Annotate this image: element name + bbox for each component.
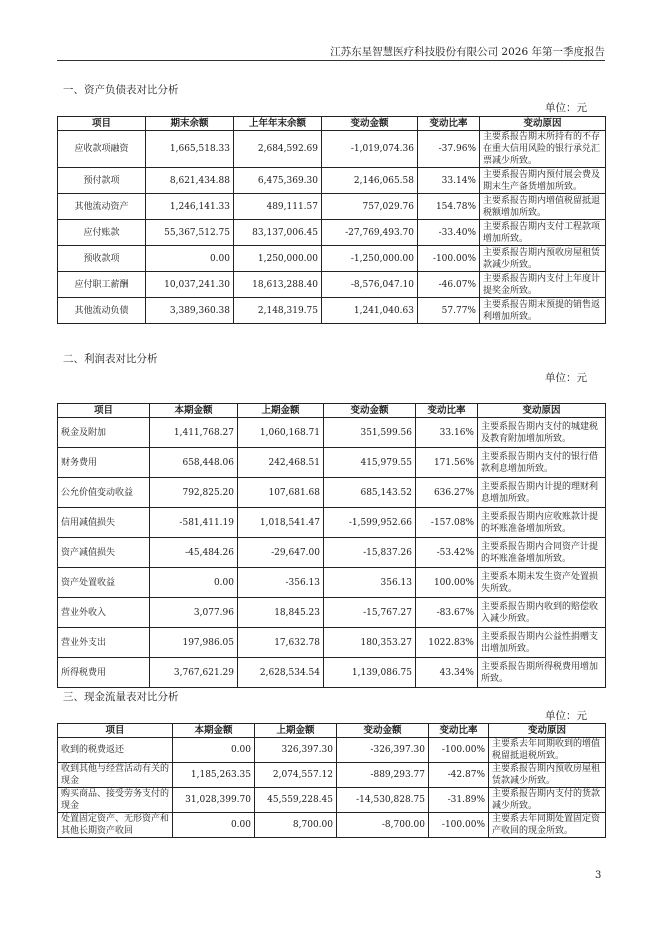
cell-change-amount: -889,293.77 bbox=[337, 763, 429, 788]
cell-item: 信用减值损失 bbox=[58, 508, 150, 538]
cell-amount-2: 2,148,319.75 bbox=[234, 298, 322, 324]
cell-amount-2: -356.13 bbox=[238, 568, 324, 598]
table-row bbox=[58, 628, 606, 658]
table-row bbox=[58, 813, 606, 838]
col-header-amount-2: 上期金额 bbox=[255, 724, 337, 738]
cell-item: 收到其他与经营活动有关的现金 bbox=[58, 763, 173, 788]
cell-amount-1: 197,986.05 bbox=[150, 628, 238, 658]
cell-reason: 主要系报告期内收到的赔偿收入减少所致。 bbox=[478, 598, 606, 628]
table-row bbox=[58, 246, 606, 272]
cell-change-ratio: -100.00% bbox=[429, 813, 489, 838]
cell-reason: 主要系报告期内支付的银行借款利息增加所致。 bbox=[478, 448, 606, 478]
cell-change-amount: 180,353.27 bbox=[324, 628, 416, 658]
cell-reason: 主要系报告期所得税费用增加所致。 bbox=[478, 658, 606, 688]
col-header-change-amount: 变动金额 bbox=[337, 724, 429, 738]
col-header-reason: 变动原因 bbox=[489, 724, 606, 738]
cell-change-amount: -326,397.30 bbox=[337, 738, 429, 763]
cell-change-amount: 356.13 bbox=[324, 568, 416, 598]
cell-change-ratio: -33.40% bbox=[418, 220, 480, 246]
cell-item: 处置固定资产、无形资产和其他长期资产收回 bbox=[58, 813, 173, 838]
cell-amount-1: 792,825.20 bbox=[150, 478, 238, 508]
table-row bbox=[58, 598, 606, 628]
table-row bbox=[58, 168, 606, 194]
cell-reason: 主要系报告期末所持有的不存在重大信用风险的银行承兑汇票减少所致。 bbox=[480, 131, 606, 168]
cell-item: 财务费用 bbox=[58, 448, 150, 478]
cell-reason: 主要系报告期内增值税留抵退税额增加所致。 bbox=[480, 194, 606, 220]
cell-change-ratio: 33.14% bbox=[418, 168, 480, 194]
col-header-item: 项目 bbox=[58, 724, 173, 738]
cell-item: 营业外支出 bbox=[58, 628, 150, 658]
cell-amount-1: 0.00 bbox=[173, 813, 255, 838]
cell-amount-1: 3,767,621.29 bbox=[150, 658, 238, 688]
col-header-reason: 变动原因 bbox=[478, 404, 606, 418]
cash-flow-table bbox=[57, 723, 606, 838]
cell-item: 公允价值变动收益 bbox=[58, 478, 150, 508]
table-row bbox=[58, 298, 606, 324]
cell-change-ratio: -100.00% bbox=[429, 738, 489, 763]
cell-change-ratio: -83.67% bbox=[416, 598, 478, 628]
cell-change-amount: 1,241,040.63 bbox=[322, 298, 418, 324]
table-row bbox=[58, 478, 606, 508]
cell-change-amount: -1,599,952.66 bbox=[324, 508, 416, 538]
cell-item: 应付职工薪酬 bbox=[58, 272, 146, 298]
cell-amount-2: 1,018,541.47 bbox=[238, 508, 324, 538]
col-header-amount-2: 上期金额 bbox=[238, 404, 324, 418]
cell-amount-1: 31,028,399.70 bbox=[173, 788, 255, 813]
cell-reason: 主要系本期未发生资产处置损失所致。 bbox=[478, 568, 606, 598]
cell-amount-1: 0.00 bbox=[173, 738, 255, 763]
cell-amount-2: 18,845.23 bbox=[238, 598, 324, 628]
cell-amount-1: 1,185,263.35 bbox=[173, 763, 255, 788]
cell-change-ratio: -100.00% bbox=[418, 246, 480, 272]
cell-item: 所得税费用 bbox=[58, 658, 150, 688]
cell-change-ratio: 636.27% bbox=[416, 478, 478, 508]
cell-reason: 主要系去年同期收到的增值税留抵退税所致。 bbox=[489, 738, 606, 763]
table-row bbox=[58, 220, 606, 246]
cell-change-ratio: -31.89% bbox=[429, 788, 489, 813]
cell-change-amount: -8,576,047.10 bbox=[322, 272, 418, 298]
cell-amount-1: -45,484.26 bbox=[150, 538, 238, 568]
cell-item: 预收款项 bbox=[58, 246, 146, 272]
cell-amount-1: 0.00 bbox=[146, 246, 234, 272]
table-row bbox=[58, 448, 606, 478]
unit-label-balance-sheet: 单位：元 bbox=[545, 102, 587, 114]
cell-change-amount: -1,250,000.00 bbox=[322, 246, 418, 272]
table-row bbox=[58, 194, 606, 220]
col-header-amount-2: 上年年末余额 bbox=[234, 117, 322, 131]
cell-amount-1: 658,448.06 bbox=[150, 448, 238, 478]
income-statement-table bbox=[57, 403, 606, 688]
col-header-change-amount: 变动金额 bbox=[324, 404, 416, 418]
cell-amount-2: 107,681.68 bbox=[238, 478, 324, 508]
header-text: 江苏东星智慧医疗科技股份有限公司 2026 年第一季度报告 bbox=[330, 46, 605, 58]
cell-change-amount: 351,599.56 bbox=[324, 418, 416, 448]
cell-reason: 主要系报告期内支付上年度计提奖金所致。 bbox=[480, 272, 606, 298]
cell-reason: 主要系报告期内应收账款计提的坏账准备增加所致。 bbox=[478, 508, 606, 538]
table-row bbox=[58, 538, 606, 568]
cell-amount-2: 1,250,000.00 bbox=[234, 246, 322, 272]
cell-amount-2: 6,475,369.30 bbox=[234, 168, 322, 194]
cell-change-amount: 757,029.76 bbox=[322, 194, 418, 220]
cell-item: 应收款项融资 bbox=[58, 131, 146, 168]
cell-change-ratio: -53.42% bbox=[416, 538, 478, 568]
cell-reason: 主要系报告期末预提的销售返利增加所致。 bbox=[480, 298, 606, 324]
cell-amount-2: 2,628,534.54 bbox=[238, 658, 324, 688]
cell-item: 预付款项 bbox=[58, 168, 146, 194]
col-header-change-amount: 变动金额 bbox=[322, 117, 418, 131]
section-title-income-statement: 二、利润表对比分析 bbox=[63, 353, 158, 365]
cell-change-amount: -15,767.27 bbox=[324, 598, 416, 628]
cell-change-amount: 2,146,065.58 bbox=[322, 168, 418, 194]
cell-change-amount: 1,139,086.75 bbox=[324, 658, 416, 688]
cell-item: 营业外收入 bbox=[58, 598, 150, 628]
cell-amount-2: 18,613,288.40 bbox=[234, 272, 322, 298]
cell-change-amount: -14,530,828.75 bbox=[337, 788, 429, 813]
cell-change-ratio: 1022.83% bbox=[416, 628, 478, 658]
cell-item: 收到的税费返还 bbox=[58, 738, 173, 763]
cell-change-ratio: -42.87% bbox=[429, 763, 489, 788]
col-header-amount-1: 本期金额 bbox=[150, 404, 238, 418]
cell-change-ratio: 171.56% bbox=[416, 448, 478, 478]
balance-sheet-table bbox=[57, 116, 606, 324]
cell-reason: 主要系报告期内计提的理财利息增加所致。 bbox=[478, 478, 606, 508]
cell-change-amount: 415,979.55 bbox=[324, 448, 416, 478]
cell-amount-1: 8,621,434.88 bbox=[146, 168, 234, 194]
cell-change-amount: 685,143.52 bbox=[324, 478, 416, 508]
cell-change-amount: -1,019,074.36 bbox=[322, 131, 418, 168]
cell-change-amount: -27,769,493.70 bbox=[322, 220, 418, 246]
cell-amount-2: 8,700.00 bbox=[255, 813, 337, 838]
cell-amount-2: 83,137,006.45 bbox=[234, 220, 322, 246]
cell-change-amount: -8,700.00 bbox=[337, 813, 429, 838]
cell-amount-2: 326,397.30 bbox=[255, 738, 337, 763]
cell-reason: 主要系报告期内支付的货款减少所致。 bbox=[489, 788, 606, 813]
cell-change-ratio: 43.34% bbox=[416, 658, 478, 688]
cell-amount-2: 2,074,557.12 bbox=[255, 763, 337, 788]
unit-label-income-statement: 单位：元 bbox=[545, 372, 587, 384]
cell-item: 税金及附加 bbox=[58, 418, 150, 448]
cell-amount-1: 1,411,768.27 bbox=[150, 418, 238, 448]
cell-item: 其他流动资产 bbox=[58, 194, 146, 220]
cell-item: 购买商品、接受劳务支付的现金 bbox=[58, 788, 173, 813]
cell-amount-1: 0.00 bbox=[150, 568, 238, 598]
cell-amount-2: 489,111.57 bbox=[234, 194, 322, 220]
cell-amount-1: 3,077.96 bbox=[150, 598, 238, 628]
col-header-item: 项目 bbox=[58, 404, 150, 418]
unit-label-cash-flow: 单位：元 bbox=[545, 710, 587, 722]
cell-change-amount: -15,837.26 bbox=[324, 538, 416, 568]
cell-item: 应付账款 bbox=[58, 220, 146, 246]
cell-reason: 主要系报告期内预收房屋租赁款减少所致。 bbox=[489, 763, 606, 788]
cell-change-ratio: -46.07% bbox=[418, 272, 480, 298]
page-number: 3 bbox=[595, 870, 602, 881]
cell-change-ratio: -157.08% bbox=[416, 508, 478, 538]
col-header-change-ratio: 变动比率 bbox=[429, 724, 489, 738]
table-header-row bbox=[58, 404, 606, 418]
cell-item: 资产处置收益 bbox=[58, 568, 150, 598]
cell-reason: 主要系报告期内预付展会费及期末生产备货增加所致。 bbox=[480, 168, 606, 194]
table-row bbox=[58, 658, 606, 688]
table-header-row bbox=[58, 724, 606, 738]
cell-change-ratio: 57.77% bbox=[418, 298, 480, 324]
cell-reason: 主要系报告期内支付工程款项增加所致。 bbox=[480, 220, 606, 246]
col-header-change-ratio: 变动比率 bbox=[418, 117, 480, 131]
col-header-amount-1: 期末余额 bbox=[146, 117, 234, 131]
cell-change-ratio: 100.00% bbox=[416, 568, 478, 598]
table-row bbox=[58, 738, 606, 763]
table-header-row bbox=[58, 117, 606, 131]
cell-amount-2: 2,684,592.69 bbox=[234, 131, 322, 168]
table-row bbox=[58, 568, 606, 598]
cell-reason: 主要系报告期内公益性捐赠支出增加所致。 bbox=[478, 628, 606, 658]
cell-reason: 主要系报告期内预收房屋租赁款减少所致。 bbox=[480, 246, 606, 272]
cell-change-ratio: 33.16% bbox=[416, 418, 478, 448]
cell-item: 其他流动负债 bbox=[58, 298, 146, 324]
cell-amount-1: 55,367,512.75 bbox=[146, 220, 234, 246]
cell-reason: 主要系去年同期处置固定资产收回的现金所致。 bbox=[489, 813, 606, 838]
cell-reason: 主要系报告期内支付的城建税及教育附加增加所致。 bbox=[478, 418, 606, 448]
cell-amount-1: -581,411.19 bbox=[150, 508, 238, 538]
col-header-amount-1: 本期金额 bbox=[173, 724, 255, 738]
col-header-item: 项目 bbox=[58, 117, 146, 131]
table-row bbox=[58, 131, 606, 168]
table-row bbox=[58, 418, 606, 448]
table-row bbox=[58, 272, 606, 298]
table-row bbox=[58, 763, 606, 788]
cell-amount-2: 1,060,168.71 bbox=[238, 418, 324, 448]
cell-amount-2: 242,468.51 bbox=[238, 448, 324, 478]
section-title-balance-sheet: 一、资产负债表对比分析 bbox=[63, 84, 179, 96]
cell-change-ratio: 154.78% bbox=[418, 194, 480, 220]
cell-amount-1: 1,665,518.33 bbox=[146, 131, 234, 168]
cell-amount-2: -29,647.00 bbox=[238, 538, 324, 568]
cell-change-ratio: -37.96% bbox=[418, 131, 480, 168]
cell-amount-2: 17,632.78 bbox=[238, 628, 324, 658]
page-header bbox=[57, 40, 605, 61]
table-row bbox=[58, 788, 606, 813]
cell-item: 资产减值损失 bbox=[58, 538, 150, 568]
col-header-reason: 变动原因 bbox=[480, 117, 606, 131]
cell-reason: 主要系报告期内合同资产计提的坏账准备增加所致。 bbox=[478, 538, 606, 568]
cell-amount-1: 1,246,141.33 bbox=[146, 194, 234, 220]
cell-amount-1: 10,037,241.30 bbox=[146, 272, 234, 298]
table-row bbox=[58, 508, 606, 538]
cell-amount-1: 3,389,360.38 bbox=[146, 298, 234, 324]
col-header-change-ratio: 变动比率 bbox=[416, 404, 478, 418]
section-title-cash-flow: 三、现金流量表对比分析 bbox=[63, 691, 179, 703]
cell-amount-2: 45,559,228.45 bbox=[255, 788, 337, 813]
